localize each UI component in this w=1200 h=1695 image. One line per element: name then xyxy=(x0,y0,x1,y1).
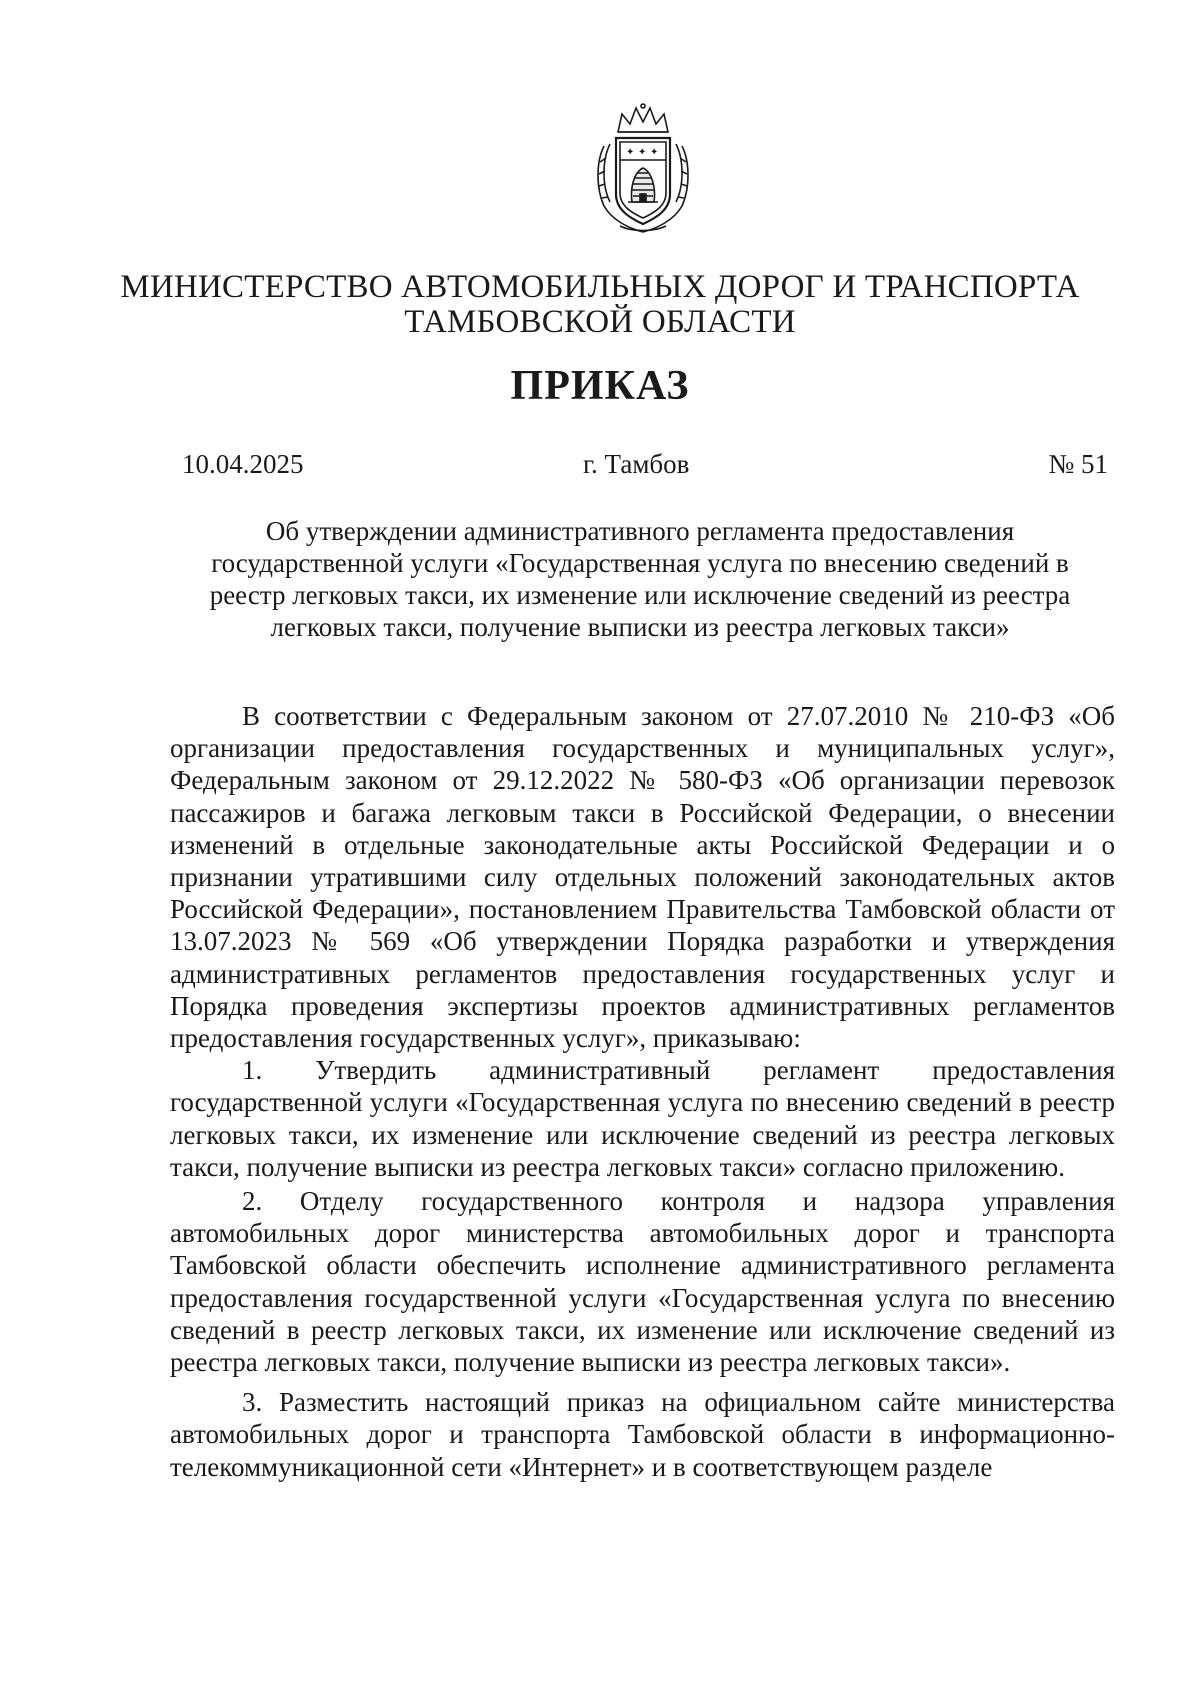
ministry-name-line2: ТАМБОВСКОЙ ОБЛАСТИ xyxy=(404,304,796,340)
ministry-name-line1: МИНИСТЕРСТВО АВТОМОБИЛЬНЫХ ДОРОГ И ТРАНСПОРТА xyxy=(120,269,1080,305)
item-1-paragraph: 1. Утвердить административный регламент предоставления государственной услуги «Государственная услуга по внесению сведений в реестр легковых такси, их изменение или исключение сведений из реестра легковых такси, получение выписки из реестра легковых такси» согласно приложению. xyxy=(170,1055,1115,1182)
preamble-paragraph: В соответствии с Федеральным законом от 27.07.2010 № 210-ФЗ «Об организации предоставления государственных и муниципальных услуг», Федеральным законом от 29.12.2022 № 580-ФЗ «Об организации перевозок пассажиров и багажа легковым такси в Российской Федерации, о внесении изменений в отдельные законодательные акты Российской Федерации и о признании утратившими силу отдельных положений законодательных актов Российской Федерации», постановлением Правительства Тамбовской области от 13.07.2023 № 569 «Об утверждении Порядка разработки и утверждения административных регламентов предоставления государственных услуг и Порядка проведения экспертизы проектов административных регламентов предоставления государственных услуг», приказываю: xyxy=(170,701,1115,1054)
tambov-coat-of-arms-icon xyxy=(590,102,696,236)
item-3-paragraph: 3. Разместить настоящий приказ на официальном сайте министерства автомобильных дорог и транспорта Тамбовской области в информационно-телекоммуникационной сети «Интернет» и в соответствующем разделе xyxy=(170,1387,1115,1482)
order-body xyxy=(170,700,1115,1483)
order-subject: Об утверждении административного регламента предоставления государственной услуги «Государственная услуга по внесению сведений в реестр легковых такси, их изменение или исключение сведений из реестра легковых такси, получение выписки из реестра легковых такси» xyxy=(209,516,1071,642)
item-2-paragraph: 2. Отделу государственного контроля и надзора управления автомобильных дорог министерства автомобильных дорог и транспорта Тамбовской области обеспечить исполнение административного регламента предоставления государственной услуги «Государственная услуга по внесению сведений в реестр легковых такси, их изменение или исключение сведений из реестра легковых такси, получение выписки из реестра легковых такси». xyxy=(170,1186,1115,1378)
order-date: 10.04.2025 xyxy=(182,449,304,479)
svg-text:✦: ✦ xyxy=(626,147,635,158)
svg-text:✦: ✦ xyxy=(650,147,659,158)
svg-text:✦: ✦ xyxy=(638,147,647,158)
document-type-title: ПРИКАЗ xyxy=(510,363,690,409)
order-city: г. Тамбов xyxy=(583,449,690,479)
order-number: № 51 xyxy=(1048,449,1108,479)
